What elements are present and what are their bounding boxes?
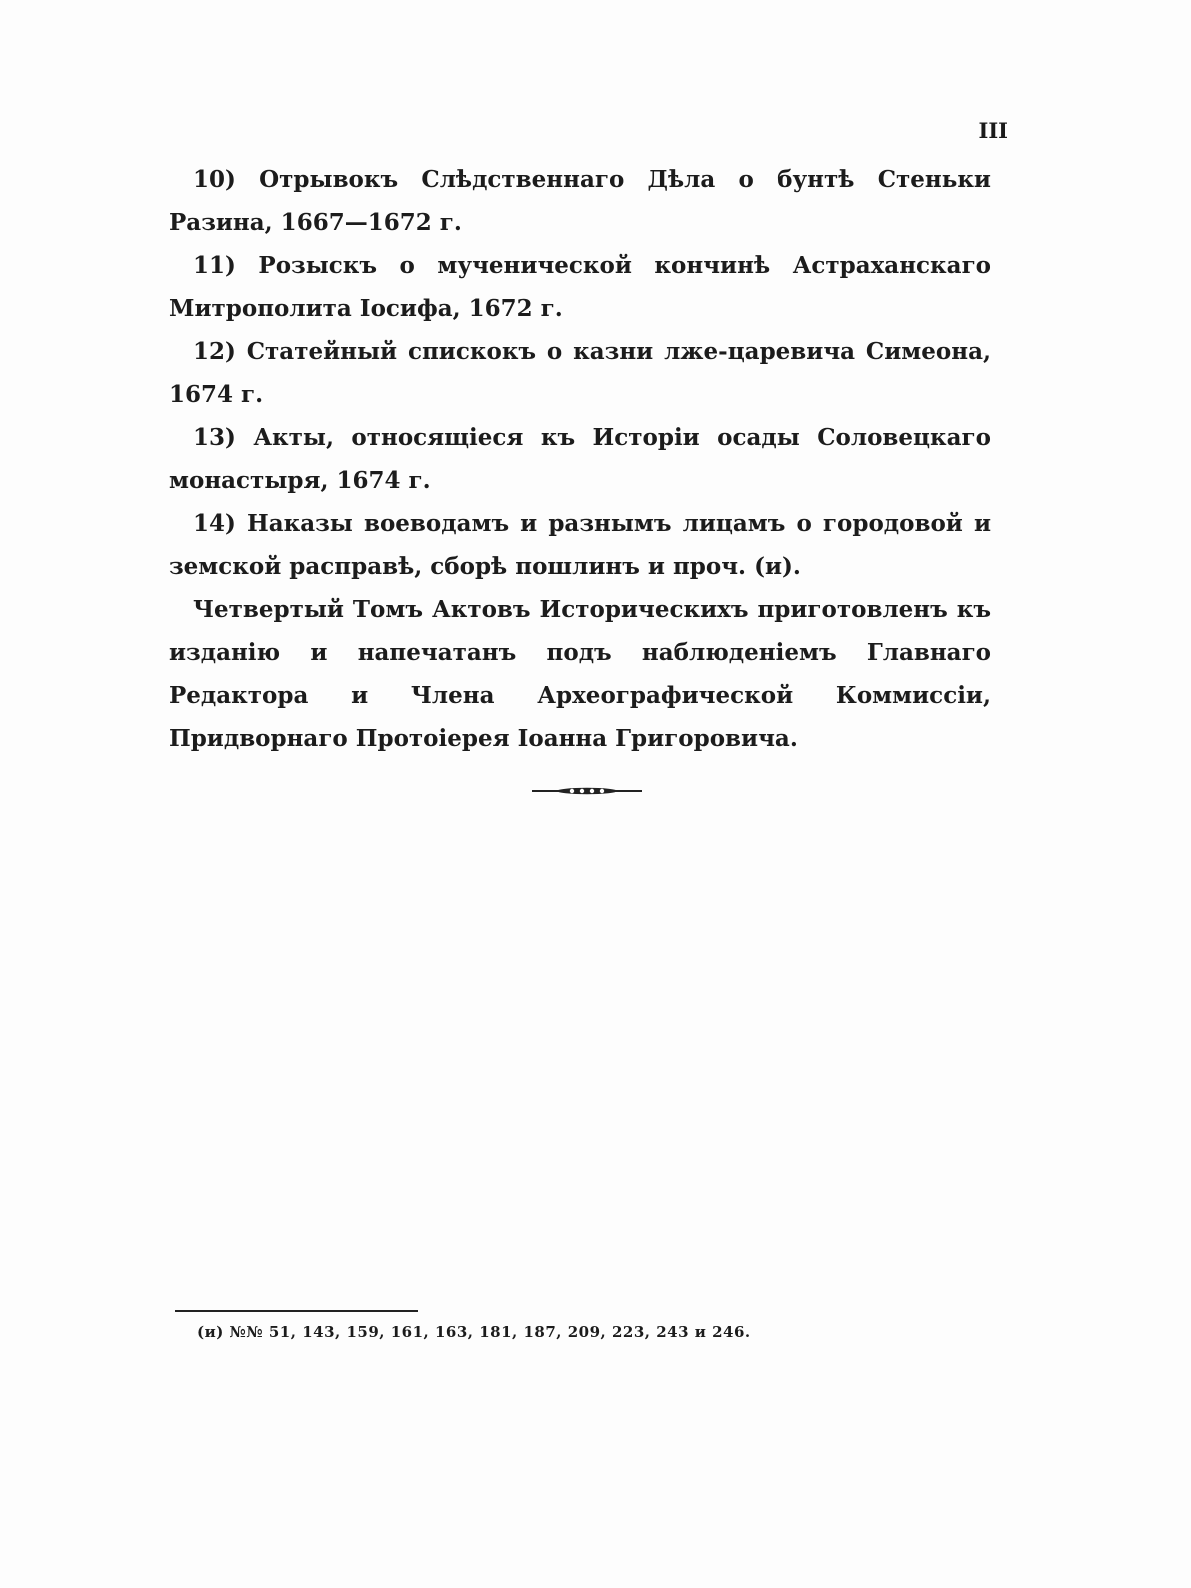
footnote: (и) №№ 51, 143, 159, 161, 163, 181, 187, 209, 223, 243 и 246.	[197, 1323, 751, 1341]
list-item-10: 10) Отрывокъ Слѣдственнаго Дѣла о бунтѣ Стеньки Разина, 1667—1672 г.	[169, 166, 991, 236]
list-item-14: 14) Наказы воеводамъ и разнымъ лицамъ о городовой и земской расправѣ, сборѣ пошлинъ и проч. (и).	[169, 510, 991, 580]
editor-note-paragraph: Четвертый Томъ Актовъ Историческихъ приготовленъ къ изданію и напечатанъ подъ наблюденіемъ Главнаго Редактора и Члена Археографической Коммиссіи, Придворнаго Протоіерея Іоанна Григоровича.	[169, 596, 991, 752]
footnote-divider	[175, 1310, 418, 1312]
page-number: III	[978, 118, 1008, 143]
list-item-11: 11) Розыскъ о мученической кончинѣ Астраханскаго Митрополита Іосифа, 1672 г.	[169, 252, 991, 322]
decorative-divider-ornament	[532, 786, 642, 796]
list-item-12: 12) Статейный спискокъ о казни лже-царевича Симеона, 1674 г.	[169, 338, 991, 408]
list-item-13: 13) Акты, относящіеся къ Исторіи осады Соловецкаго монастыря, 1674 г.	[169, 424, 991, 494]
body-text	[169, 158, 991, 760]
